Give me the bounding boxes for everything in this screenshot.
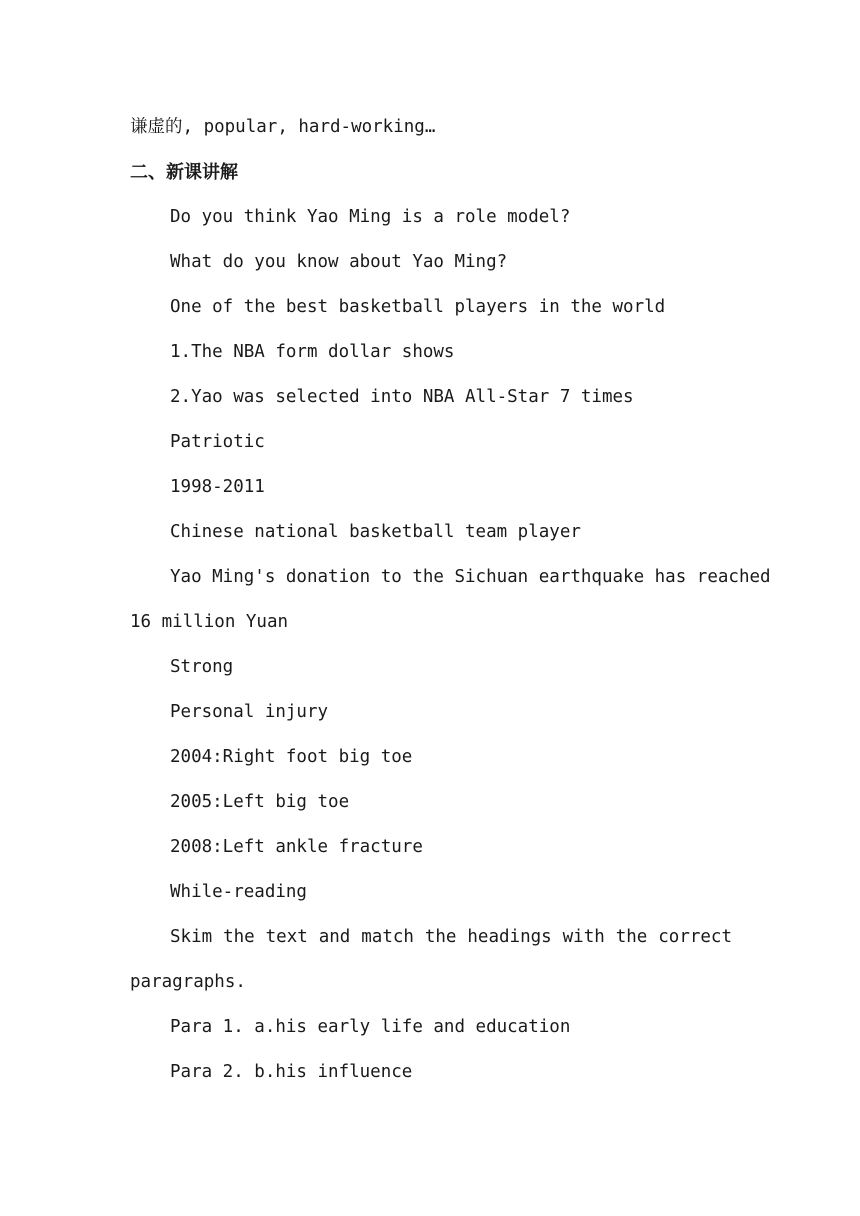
- text-line: 2.Yao was selected into NBA All-Star 7 times: [170, 387, 634, 407]
- intro-line: 谦虚的, popular, hard-working…: [130, 117, 436, 137]
- section-heading: 二、新课讲解: [130, 162, 238, 183]
- text-line: 2008:Left ankle fracture: [170, 837, 423, 857]
- text-line: Personal injury: [170, 702, 329, 722]
- text-line: While-reading: [170, 882, 307, 902]
- donation-line-2: 16 million Yuan: [130, 612, 289, 632]
- skim-instruction-line-2: paragraphs.: [130, 972, 246, 992]
- text-line: 1998-2011: [170, 477, 265, 497]
- text-line: 1.The NBA form dollar shows: [170, 342, 455, 362]
- text-line: Chinese national basketball team player: [170, 522, 581, 542]
- para-match-item: Para 1. a.his early life and education: [170, 1017, 571, 1037]
- text-line: Strong: [170, 657, 234, 677]
- donation-line-1: Yao Ming's donation to the Sichuan earthquake has reached: [170, 567, 771, 587]
- text-line: 2005:Left big toe: [170, 792, 350, 812]
- text-line: Patriotic: [170, 432, 265, 452]
- text-line: What do you know about Yao Ming?: [170, 252, 508, 272]
- para-match-item: Para 2. b.his influence: [170, 1062, 413, 1082]
- document-body: [130, 105, 771, 1095]
- text-line: 2004:Right foot big toe: [170, 747, 413, 767]
- text-line: Do you think Yao Ming is a role model?: [170, 207, 571, 227]
- skim-instruction-line-1: Skim the text and match the headings with the correct: [170, 927, 732, 947]
- text-line: One of the best basketball players in the world: [170, 297, 666, 317]
